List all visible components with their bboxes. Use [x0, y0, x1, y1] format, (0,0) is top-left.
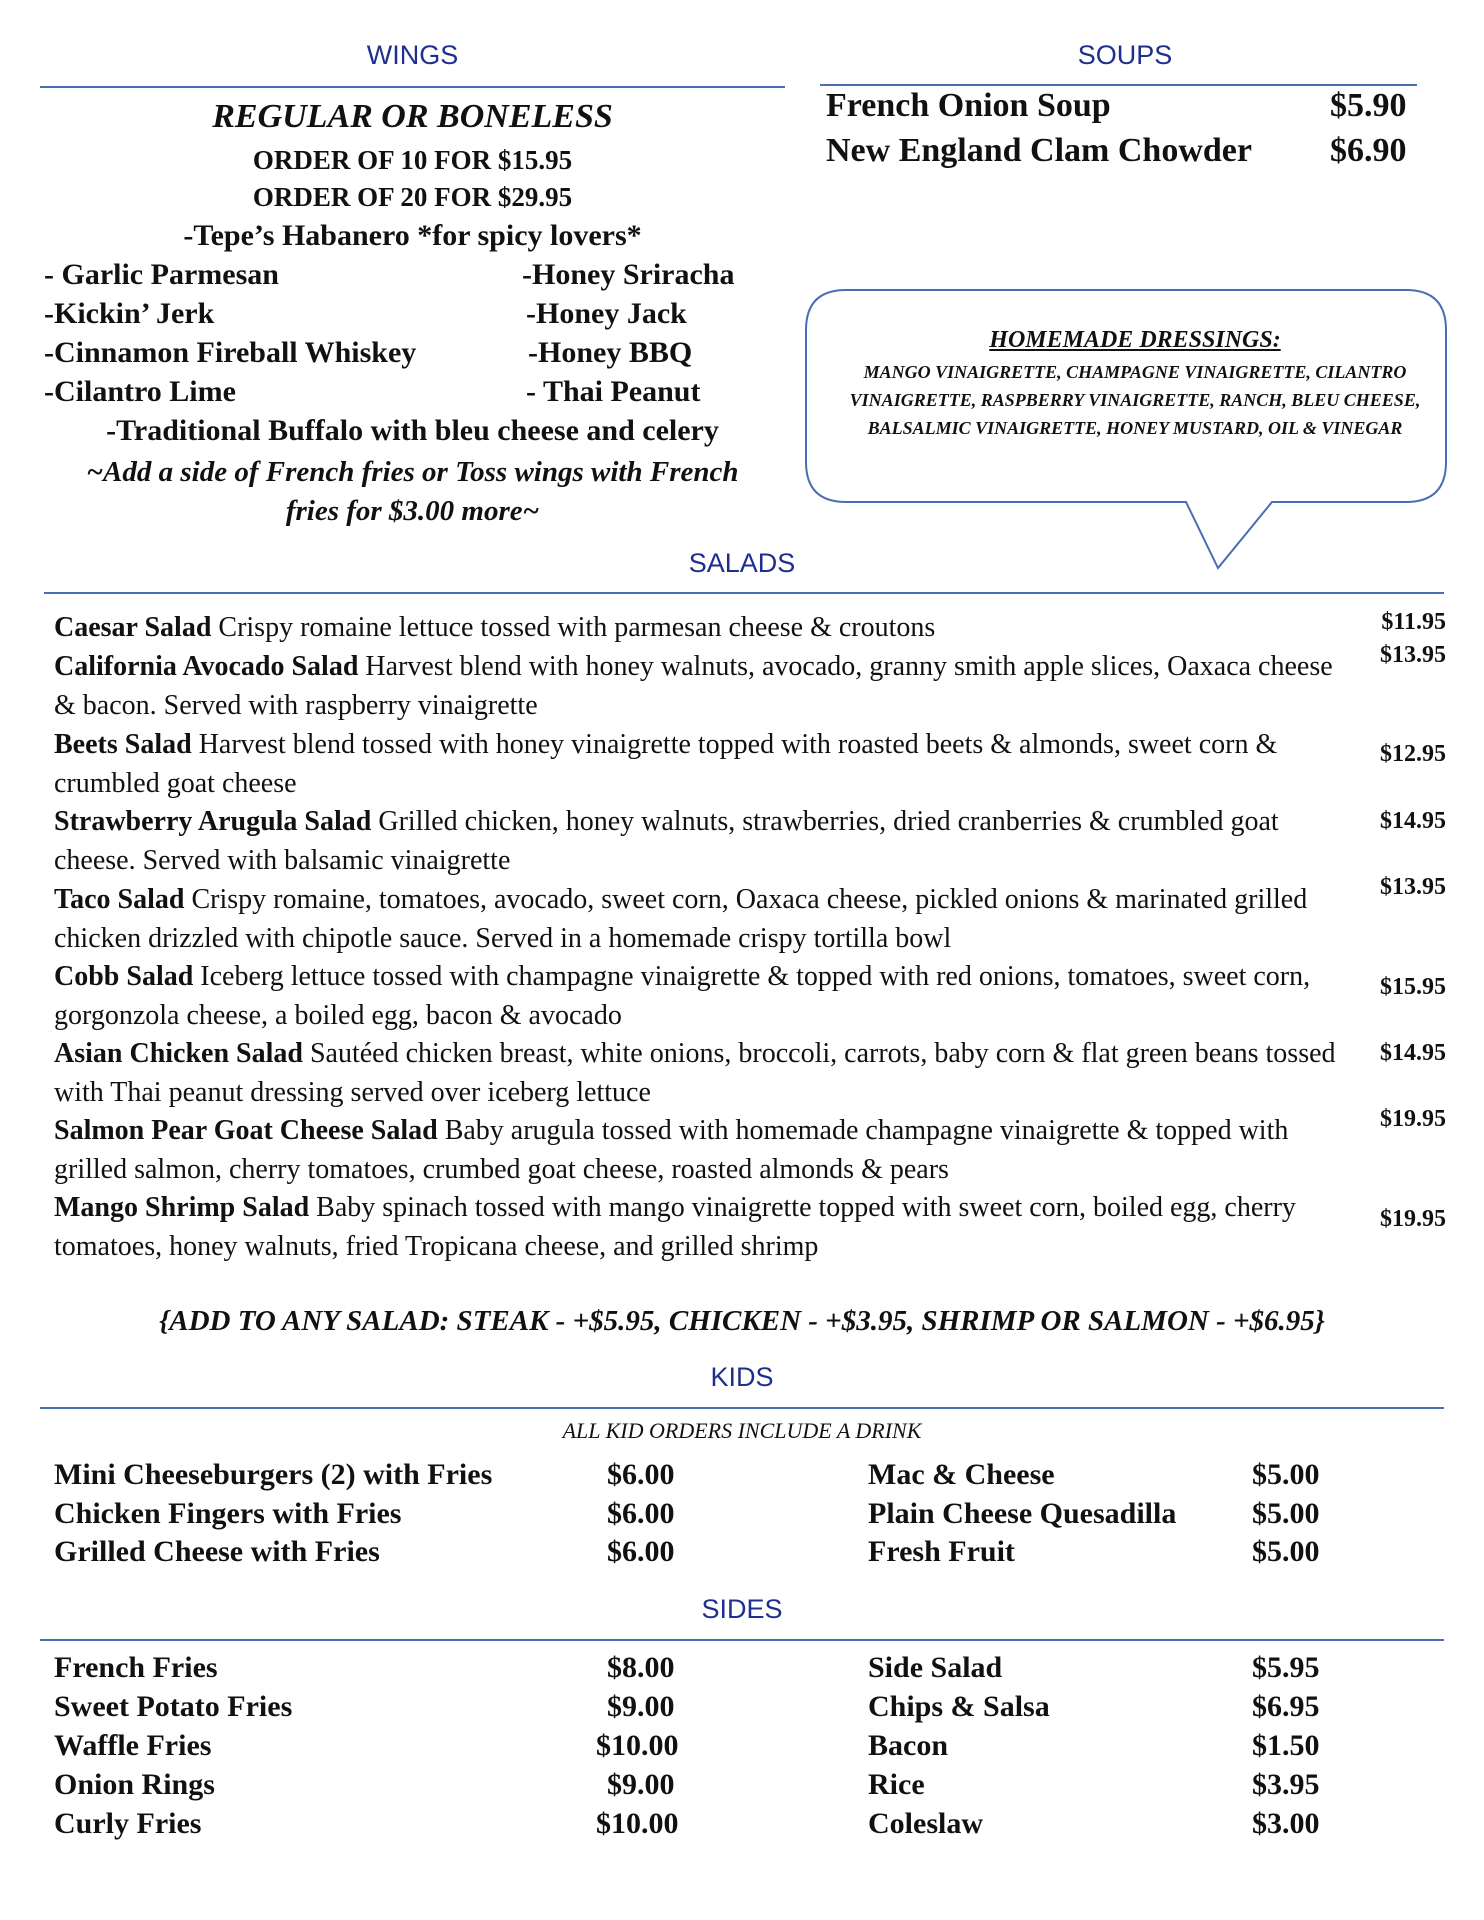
kids-item-price: $6.00 — [607, 1458, 675, 1491]
salad-name: Salmon Pear Goat Cheese Salad — [54, 1115, 438, 1146]
dressings-title: HOMEMADE DRESSINGS: — [989, 327, 1281, 353]
salad-price: $19.95 — [1380, 1206, 1446, 1232]
salad-name: Beets Salad — [54, 729, 192, 760]
side-item-name: Rice — [868, 1768, 925, 1801]
salad-price: $11.95 — [1381, 609, 1446, 635]
salad-price: $15.95 — [1380, 974, 1446, 1000]
salad-price: $13.95 — [1380, 642, 1446, 668]
salad-item — [54, 725, 1344, 803]
salad-price: $19.95 — [1380, 1106, 1446, 1132]
soup-price: $6.90 — [1330, 132, 1407, 169]
kids-rule — [40, 1407, 1444, 1409]
wings-special-flavor: -Tepe’s Habanero *for spicy lovers* — [183, 219, 642, 252]
side-item-price: $8.00 — [607, 1651, 675, 1684]
salads-rule — [44, 592, 1444, 594]
kids-item-name: Grilled Cheese with Fries — [54, 1535, 380, 1568]
kids-item-name: Plain Cheese Quesadilla — [868, 1497, 1177, 1530]
salad-item — [54, 957, 1344, 1035]
salad-name: Taco Salad — [54, 884, 185, 915]
sides-rule — [40, 1639, 1444, 1641]
kids-item-name: Mac & Cheese — [868, 1458, 1055, 1491]
wing-flavor: -Honey Sriracha — [522, 258, 735, 291]
kids-heading: KIDS — [710, 1362, 774, 1392]
salad-description: Crispy romaine, tomatoes, avocado, sweet corn, Oaxaca cheese, pickled onions & marinated grilled chicken drizzled with chipotle sauce. Served in a homemade crispy tortilla bowl — [54, 884, 1308, 954]
wings-order-20: ORDER OF 20 FOR $29.95 — [252, 182, 573, 212]
salad-description: Harvest blend with honey walnuts, avocado, granny smith apple slices, Oaxaca cheese & bacon. Served with raspberry vinaigrette — [54, 651, 1333, 721]
wing-flavor: -Honey Jack — [526, 297, 687, 330]
salad-price: $13.95 — [1380, 874, 1446, 900]
side-item-name: Onion Rings — [54, 1768, 215, 1801]
kids-item-price: $5.00 — [1252, 1497, 1320, 1530]
kids-item-price: $5.00 — [1252, 1535, 1320, 1568]
salad-description: Baby spinach tossed with mango vinaigrette topped with sweet corn, boiled egg, cherry tomatoes, honey walnuts, fried Tropicana cheese, and grilled shrimp — [54, 1192, 1296, 1262]
wings-note-line: fries for $3.00 more~ — [285, 495, 540, 527]
side-item-name: Side Salad — [868, 1651, 1003, 1684]
salad-item — [54, 647, 1344, 725]
wing-flavor: -Kickin’ Jerk — [44, 297, 215, 330]
side-item-name: Chips & Salsa — [868, 1690, 1050, 1723]
salad-name: California Avocado Salad — [54, 651, 359, 682]
wing-flavor: - Garlic Parmesan — [44, 258, 279, 291]
salad-item — [54, 608, 1344, 647]
soups-heading: SOUPS — [1077, 40, 1173, 70]
side-item-name: Waffle Fries — [54, 1729, 212, 1762]
salad-description: Grilled chicken, honey walnuts, strawberries, dried cranberries & crumbled goat cheese. Served with balsamic vinaigrette — [54, 806, 1279, 876]
side-item-name: Curly Fries — [54, 1807, 202, 1840]
side-item-name: Bacon — [868, 1729, 949, 1762]
side-item-price: $3.95 — [1252, 1768, 1320, 1801]
salad-name: Caesar Salad — [54, 612, 212, 643]
salad-price: $14.95 — [1380, 1040, 1446, 1066]
side-item-name: Sweet Potato Fries — [54, 1690, 293, 1723]
salad-name: Asian Chicken Salad — [54, 1038, 303, 1069]
salad-name: Cobb Salad — [54, 961, 194, 992]
wing-flavor: -Cilantro Lime — [44, 375, 236, 408]
salad-add-on-note: {ADD TO ANY SALAD: STEAK - +$5.95, CHICKEN - +$3.95, SHRIMP OR SALMON - +$6.95} — [159, 1305, 1325, 1337]
dressings-list: MANGO VINAIGRETTE, CHAMPAGNE VINAIGRETTE, CILANTRO VINAIGRETTE, RASPBERRY VINAIGRETTE, RANCH, BLEU CHEESE, BALSALMIC VINAIGRETTE, HONEY MUSTARD, OIL & VINEGAR — [849, 362, 1421, 438]
wings-order-10: ORDER OF 10 FOR $15.95 — [252, 145, 573, 175]
salad-description: Harvest blend tossed with honey vinaigrette topped with roasted beets & almonds, sweet corn & crumbled goat cheese — [54, 729, 1278, 799]
salad-item — [54, 880, 1344, 958]
side-item-price: $3.00 — [1252, 1807, 1320, 1840]
salad-price: $12.95 — [1380, 741, 1446, 767]
soup-price: $5.90 — [1330, 87, 1407, 124]
wing-flavor: - Thai Peanut — [526, 375, 701, 408]
salad-name: Mango Shrimp Salad — [54, 1192, 310, 1223]
side-item-price: $1.50 — [1252, 1729, 1320, 1762]
wings-subtitle: REGULAR OR BONELESS — [212, 98, 613, 135]
side-item-price: $5.95 — [1252, 1651, 1320, 1684]
soup-name: New England Clam Chowder — [826, 132, 1252, 169]
salad-description: Crispy romaine lettuce tossed with parmesan cheese & croutons — [211, 612, 936, 643]
salad-description: Baby arugula tossed with homemade champagne vinaigrette & topped with grilled salmon, cherry tomatoes, crumbed goat cheese, roasted almonds & pears — [54, 1115, 1289, 1185]
kids-item-price: $5.00 — [1252, 1458, 1320, 1491]
side-item-name: Coleslaw — [868, 1807, 983, 1840]
salad-description: Iceberg lettuce tossed with champagne vinaigrette & topped with red onions, tomatoes, sweet corn, gorgonzola cheese, a boiled egg, bacon & avocado — [54, 961, 1311, 1031]
kids-item-price: $6.00 — [607, 1535, 675, 1568]
kids-item-name: Mini Cheeseburgers (2) with Fries — [54, 1458, 493, 1491]
salad-item — [54, 802, 1344, 880]
salad-item — [54, 1188, 1344, 1266]
wing-flavor: -Cinnamon Fireball Whiskey — [44, 336, 417, 369]
salad-description: Sautéed chicken breast, white onions, broccoli, carrots, baby corn & flat green beans tossed with Thai peanut dressing served over iceberg lettuce — [54, 1038, 1336, 1108]
salad-price: $14.95 — [1380, 808, 1446, 834]
wings-buffalo: -Traditional Buffalo with bleu cheese and celery — [106, 414, 719, 447]
salad-item — [54, 1034, 1344, 1112]
kids-item-name: Fresh Fruit — [868, 1535, 1015, 1568]
side-item-price: $9.00 — [607, 1768, 675, 1801]
side-item-price: $6.95 — [1252, 1690, 1320, 1723]
wings-note-line: ~Add a side of French fries or Toss wings with French — [86, 456, 739, 488]
kids-item-price: $6.00 — [607, 1497, 675, 1530]
wings-heading: WINGS — [366, 40, 459, 70]
soup-name: French Onion Soup — [826, 87, 1111, 124]
sides-heading: SIDES — [701, 1594, 783, 1624]
side-item-price: $9.00 — [607, 1690, 675, 1723]
dressings-speech-bubble — [0, 0, 1484, 600]
salad-item — [54, 1111, 1344, 1189]
salads-heading: SALADS — [688, 548, 796, 578]
side-item-name: French Fries — [54, 1651, 218, 1684]
wing-flavor: -Honey BBQ — [528, 336, 693, 369]
salad-name: Strawberry Arugula Salad — [54, 806, 372, 837]
kids-note: ALL KID ORDERS INCLUDE A DRINK — [562, 1418, 922, 1443]
kids-item-name: Chicken Fingers with Fries — [54, 1497, 402, 1530]
side-item-price: $10.00 — [596, 1729, 679, 1762]
side-item-price: $10.00 — [596, 1807, 679, 1840]
